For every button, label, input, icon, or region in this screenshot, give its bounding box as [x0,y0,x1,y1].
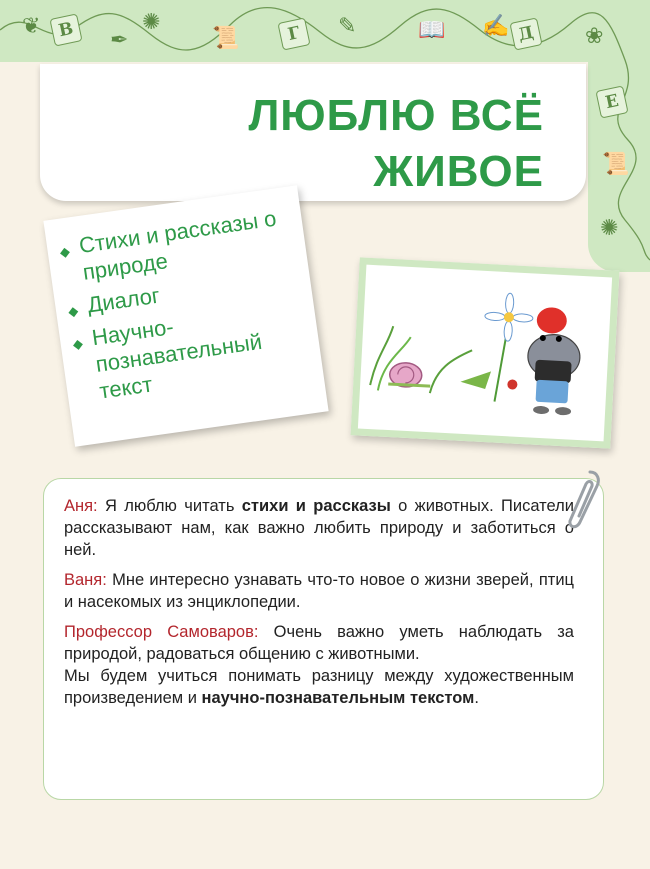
ornament-icon: ❀ [585,24,604,49]
dialog-text-part: Я люблю читать [97,497,242,515]
scroll-icon-2: 📜 [602,152,630,177]
dialog-text-part: о животных. Писатели рассказывают нам, как важно любить природу и заботиться о ней. [64,497,574,559]
letter-tile-g: Г [277,17,310,50]
closing-text-part: Мы будем учиться понимать разницу между художественным произведением и [64,667,574,707]
topics-card [43,185,328,446]
speaker-vanya: Ваня: [64,571,107,589]
closing-paragraph [64,665,574,709]
letter-tile-d: Д [509,17,542,50]
closing-text-part: . [474,689,479,707]
scroll-icon: 📜 [212,26,240,51]
dialog-line-vanya [64,569,574,613]
dialog-bold-text: стихи и рассказы [241,497,391,515]
mole-with-flower-and-snail-illustration [359,265,599,427]
dialog-text-part: Очень важно уметь наблюдать за природой, радоваться общению с животными. [64,623,574,663]
topic-item-poems: ◆ Стихи и рассказы о природе [57,201,306,288]
dialog-text-part: Мне интересно узнавать что-то новое о жизни зверей, птиц и насекомых из энциклопедии. [64,571,574,611]
emblem-icon-2: ✺ [600,216,619,241]
letter-tile-v: В [49,13,82,46]
title-line-2: ЖИВОЕ [373,147,544,196]
title-line-1: ЛЮБЛЮ ВСЁ [248,91,544,140]
dialog-box [43,478,604,800]
dialog-text [64,495,574,717]
speaker-professor: Профессор Самоваров: [64,623,259,641]
quill-icon: ✍ [482,14,510,39]
title-panel [40,64,586,201]
leaf-icon: ❦ [22,14,41,39]
paperclip-icon [566,466,602,536]
dialog-line-professor [64,621,574,665]
page-title [248,88,544,200]
letter-tile-e: Е [595,85,628,118]
illustration-card [351,257,620,448]
topics-list [57,201,324,413]
topic-item-dialog: ◆ Диалог [66,261,311,322]
open-book-icon: 📖 [418,18,446,43]
pencil-icon: ✎ [338,14,357,39]
dialog-line-anya [64,495,574,561]
closing-bold-text: научно-познавательным текстом [201,689,475,707]
speaker-anya: Аня: [64,497,98,515]
emblem-icon: ✺ [142,10,161,35]
topic-item-science-text: ◆ Научно-познавательный текст [70,293,323,407]
feather-icon: ✒ [110,28,129,53]
